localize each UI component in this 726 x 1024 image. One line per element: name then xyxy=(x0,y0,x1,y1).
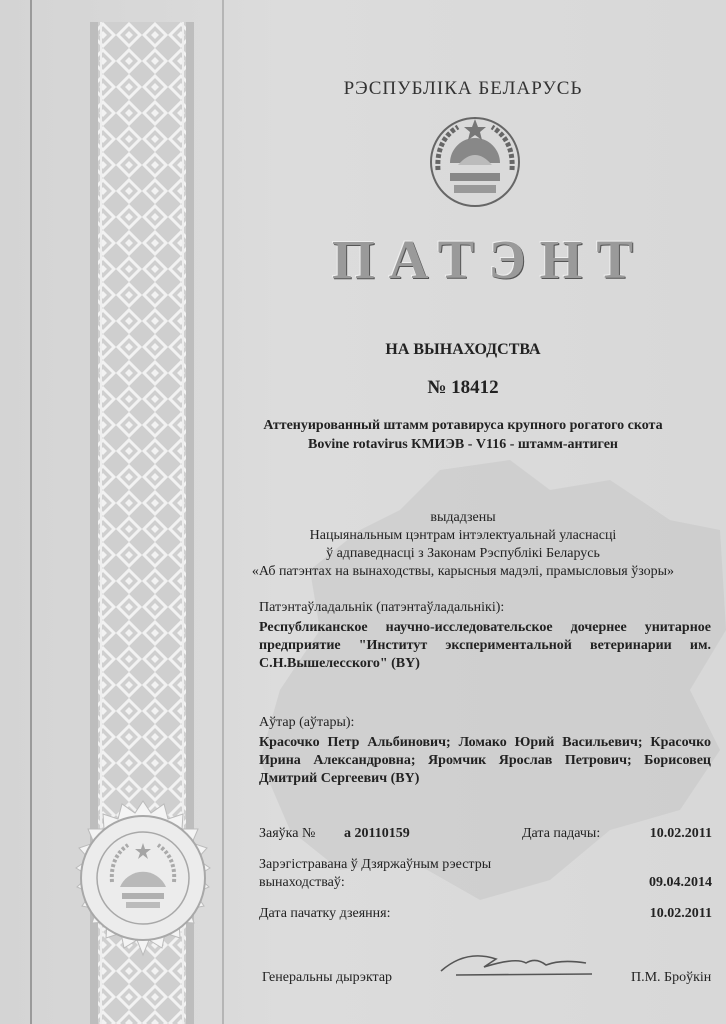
authors-label: Аўтар (аўтары): xyxy=(259,715,355,730)
registered-date-value: 09.04.2014 xyxy=(649,875,712,890)
belarus-map-watermark xyxy=(250,430,726,930)
official-seal-icon xyxy=(52,787,234,969)
start-date-value: 10.02.2011 xyxy=(649,906,712,921)
document-title: ПАТЭНТ xyxy=(332,229,648,290)
patent-holder-value: Республиканское научно-исследовательское дочернее унитарное предприятие "Институт экспериментальной ветеринарии им. С.Н.Вышелесского" (BY) xyxy=(259,620,711,671)
invention-title-line-2: Bovine rotavirus КМИЭВ - V116 - штамм-антиген xyxy=(307,437,618,452)
application-number: a 20110159 xyxy=(344,826,410,841)
registered-label-line-1: Зарэгістравана ў Дзяржаўным рэестры xyxy=(259,857,492,872)
authors-value: Красочко Петр Альбинович; Ломако Юрий Васильевич; Красочко Ирина Александровна; Яромчик Ярослав Петрович; Борисовец Дмитрий Сергеевич (BY) xyxy=(259,735,711,786)
document-subtitle: НА ВЫНАХОДСТВА xyxy=(385,341,541,358)
filing-date-label: Дата падачы: xyxy=(522,826,601,841)
director-signature xyxy=(436,945,596,985)
invention-title-line-1: Аттенуированный штамм ротавируса крупного рогатого скота xyxy=(263,418,663,433)
issued-by-line-4: «Аб патэнтах на вынаходствы, карысныя мадэлі, прамысловыя ўзоры» xyxy=(251,564,675,579)
issued-by-line-1: выдадзены xyxy=(430,510,496,525)
state-emblem-icon xyxy=(428,115,522,209)
patent-number: № 18412 xyxy=(427,377,499,398)
application-label: Заяўка № xyxy=(259,826,316,841)
issued-by-line-2: Нацыянальным цэнтрам інтэлектуальнай уласнасці xyxy=(309,528,617,543)
start-date-label: Дата пачатку дзеяння: xyxy=(259,906,391,921)
registered-label-line-2: вынаходстваў: xyxy=(259,875,345,890)
director-title: Генеральны дырэктар xyxy=(262,970,393,985)
country-name: РЭСПУБЛІКА БЕЛАРУСЬ xyxy=(343,78,583,99)
issued-by-line-3: ў адпаведнасці з Законам Рэспублікі Беларусь xyxy=(326,546,600,561)
filing-date-value: 10.02.2011 xyxy=(649,826,712,841)
patent-holder-label: Патэнтаўладальнік (патэнтаўладальнікі): xyxy=(259,600,505,615)
director-name: П.М. Броўкін xyxy=(631,970,712,985)
left-edge-line xyxy=(30,0,32,1024)
